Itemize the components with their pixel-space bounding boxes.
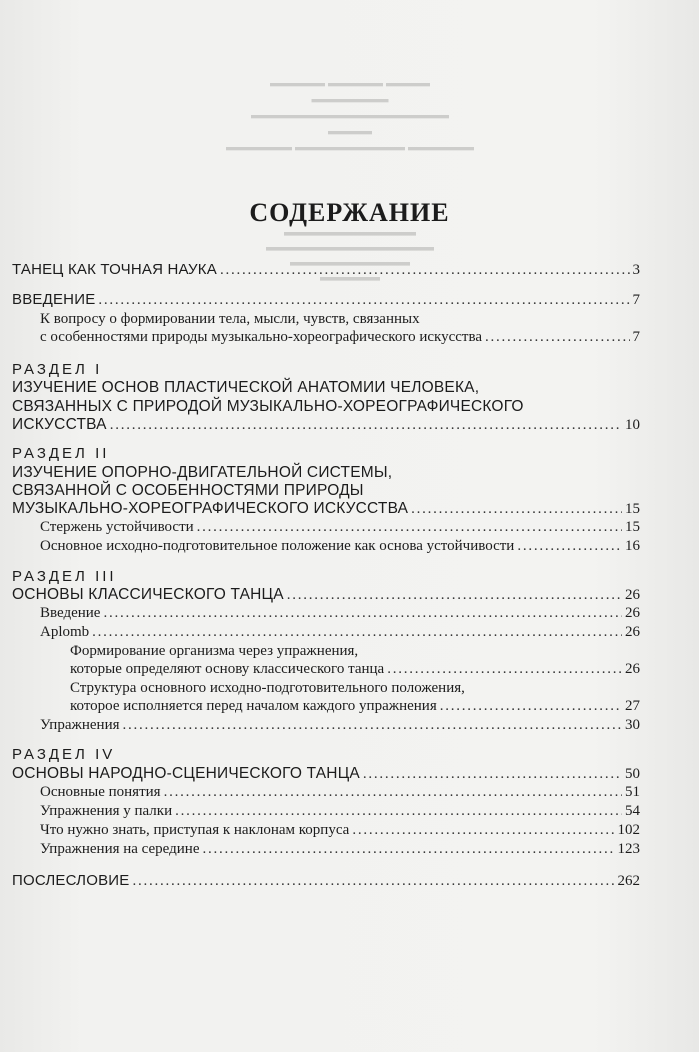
toc-entry-page: 123	[617, 841, 640, 857]
toc-entry-page: 30	[625, 717, 640, 733]
toc-entry-page: 15	[625, 519, 640, 535]
toc-entry[interactable]	[40, 820, 640, 841]
toc-entry-page: 7	[632, 329, 640, 345]
toc-entry-page: 262	[617, 873, 640, 889]
leader-dots	[352, 820, 614, 841]
toc-entry[interactable]	[40, 782, 640, 803]
show-through-decoration: ▬▬▬▬▬▬ ▬▬▬▬▬▬▬▬▬▬ ▬▬▬▬▬▬ ▬▬▬▬ ▬▬▬▬▬▬▬▬▬▬▬▬▬▬▬▬▬▬ ▬▬▬▬▬▬▬ ▬▬▬▬▬ ▬▬▬▬▬ ▬▬▬▬	[225, 80, 475, 156]
toc-entry-text: Основное исходно-подготовительное положение как основа устойчивости	[40, 538, 515, 554]
toc-entry-page: 54	[625, 803, 640, 819]
leader-dots	[132, 871, 614, 892]
toc-entry[interactable]	[12, 289, 640, 311]
toc-entry-text: ТАНЕЦ КАК ТОЧНАЯ НАУКА	[12, 261, 217, 278]
toc-entry-text: Стержень устойчивости	[40, 519, 194, 535]
toc-entry[interactable]	[40, 327, 640, 348]
leader-dots	[440, 696, 622, 717]
toc-entry-text: Aplomb	[40, 624, 90, 640]
toc-entry[interactable]	[40, 536, 640, 557]
toc-entry[interactable]	[40, 839, 640, 860]
leader-dots	[164, 782, 622, 803]
toc-entry-page: 26	[625, 587, 640, 603]
section-heading: ИЗУЧЕНИЕ ОПОРНО-ДВИГАТЕЛЬНОЙ СИСТЕМЫ,	[12, 464, 393, 481]
toc-entry-text: Упражнения на середине	[40, 841, 200, 857]
toc-entry-page: 26	[625, 661, 640, 677]
toc-entry-page: 50	[625, 766, 640, 782]
toc-entry-text: с особенностями природы музыкально-хореографического искусства	[40, 329, 483, 345]
section-label: РАЗДЕЛ I	[12, 361, 103, 378]
toc-entry-text: Структура основного исходно-подготовительного положения,	[70, 680, 465, 696]
toc-entry-page: 16	[625, 538, 640, 554]
leader-dots	[220, 260, 630, 281]
show-through-decoration-2: ▬▬▬▬▬ ▬▬▬▬▬▬▬▬▬▬ ▬▬▬▬▬▬▬▬▬▬▬▬▬▬ ▬▬▬▬▬▬▬▬▬▬▬	[266, 229, 434, 288]
toc-entry-text: ПОСЛЕСЛОВИЕ	[12, 872, 130, 889]
toc-entry[interactable]	[12, 414, 640, 436]
leader-dots	[517, 536, 622, 557]
toc-entry[interactable]	[40, 603, 640, 624]
toc-entry[interactable]	[12, 259, 640, 281]
toc-entry[interactable]	[70, 659, 640, 680]
section-label: РАЗДЕЛ IV	[12, 746, 116, 763]
section-heading: СВЯЗАННОЙ С ОСОБЕННОСТЯМИ ПРИРОДЫ	[12, 482, 364, 499]
toc-entry-page: 26	[625, 605, 640, 621]
leader-dots	[98, 290, 629, 311]
toc-entry-text: Формирование организма через упражнения,	[70, 643, 359, 659]
toc-entry-text: Основные понятия	[40, 784, 161, 800]
section-heading: СВЯЗАННЫХ С ПРИРОДОЙ МУЗЫКАЛЬНО-ХОРЕОГРАФИЧЕСКОГО	[12, 398, 524, 415]
toc-entry-text: ВВЕДЕНИЕ	[12, 291, 96, 308]
section-label: РАЗДЕЛ III	[12, 568, 117, 585]
section-heading: МУЗЫКАЛЬНО-ХОРЕОГРАФИЧЕСКОГО ИСКУССТВА	[12, 500, 409, 517]
section-heading: ОСНОВЫ НАРОДНО-СЦЕНИЧЕСКОГО ТАНЦА	[12, 765, 360, 782]
leader-dots	[202, 839, 614, 860]
toc-entry-page: 3	[632, 262, 640, 278]
leader-dots	[123, 715, 623, 736]
toc-entry-text: Упражнения у палки	[40, 803, 173, 819]
section-heading: ИСКУССТВА	[12, 416, 107, 433]
leader-dots	[197, 517, 622, 538]
toc-entry[interactable]	[40, 622, 640, 643]
toc-entry-text: Введение	[40, 605, 101, 621]
leader-dots	[92, 622, 622, 643]
toc-entry-page: 102	[617, 822, 640, 838]
toc-entry-page: 27	[625, 698, 640, 714]
toc-entry-text: которые определяют основу классического танца	[70, 661, 385, 677]
toc-entry-text: К вопросу о формировании тела, мысли, чувств, связанных	[40, 311, 420, 327]
section-label: РАЗДЕЛ II	[12, 445, 110, 462]
toc-entry-text: Упражнения	[40, 717, 120, 733]
leader-dots	[103, 603, 622, 624]
leader-dots	[485, 327, 629, 348]
leader-dots	[387, 659, 622, 680]
toc-entry-text: Что нужно знать, приступая к наклонам корпуса	[40, 822, 350, 838]
toc-entry-page: 10	[625, 417, 640, 433]
leader-dots	[175, 801, 622, 822]
toc-title: СОДЕРЖАНИЕ	[249, 198, 450, 227]
toc-entry[interactable]	[12, 870, 640, 892]
toc-entry[interactable]	[40, 517, 640, 538]
toc-entry[interactable]	[40, 715, 640, 736]
toc-entry-text: которое исполняется перед началом каждого упражнения	[70, 698, 437, 714]
toc-entry-page: 51	[625, 784, 640, 800]
toc-entry[interactable]	[70, 696, 640, 717]
toc-entry-page: 7	[632, 292, 640, 308]
toc-entry-page: 15	[625, 501, 640, 517]
section-heading: ИЗУЧЕНИЕ ОСНОВ ПЛАСТИЧЕСКОЙ АНАТОМИИ ЧЕЛОВЕКА,	[12, 379, 480, 396]
toc-entry[interactable]	[40, 801, 640, 822]
leader-dots	[110, 415, 622, 436]
section-heading: ОСНОВЫ КЛАССИЧЕСКОГО ТАНЦА	[12, 586, 284, 603]
toc-entry-page: 26	[625, 624, 640, 640]
